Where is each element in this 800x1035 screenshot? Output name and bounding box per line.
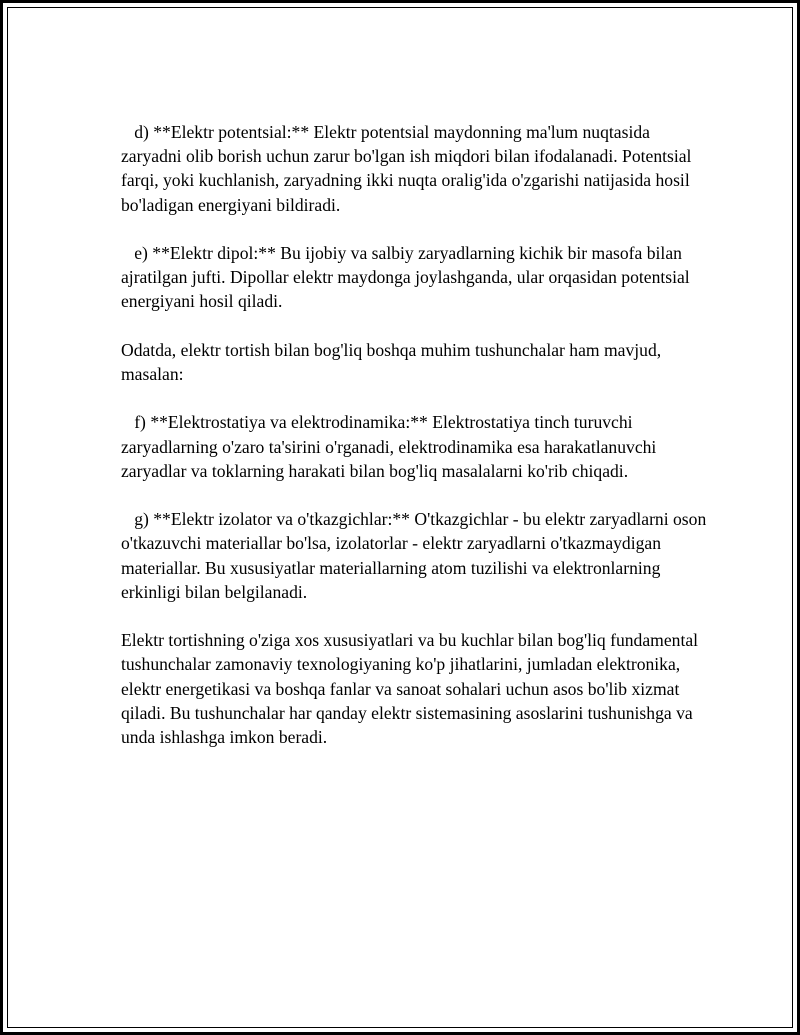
paragraph-conclusion: Elektr tortishning o'ziga xos xususiyatlari va bu kuchlar bilan bog'liq fundamental tushunchalar zamonaviy texnologiyaning ko'p jihatlarini, jumladan elektronika, elektr energetikasi va boshqa fanlar va sanoat sohalari uchun asos bo'lib xizmat qiladi. Bu tushunchalar har qanday elektr sistemasining asoslarini tushunishga va unda ishlashga imkon beradi. [121, 630, 703, 747]
paragraph-other-concepts-intro: Odatda, elektr tortish bilan bog'liq boshqa muhim tushunchalar ham mavjud, masalan: [121, 339, 666, 384]
document-body [121, 120, 711, 773]
paragraph-electrostatics-electrodynamics: f) **Elektrostatiya va elektrodinamika:** Elektrostatiya tinch turuvchi zaryadlarning o'zaro ta'sirini o'rganadi, elektrodinamika esa harakatlanuvchi zaryadlar va toklarning harakati bilan bog'liq masalalarni ko'rib chiqadi. [121, 412, 661, 481]
paragraph-insulators-conductors: g) **Elektr izolator va o'tkazgichlar:** O'tkazgichlar - bu elektr zaryadlarni oson o'tkazuvchi materiallar bo'lsa, izolatorlar - elektr zaryadlarni o'tkazmaydigan materiallar. Bu xususiyatlar materiallarning atom tuzilishi va elektronlarning erkinligi bilan belgilanadi. [121, 509, 711, 602]
paragraph-electric-potential: d) **Elektr potentsial:** Elektr potentsial maydonning ma'lum nuqtasida zaryadni olib borish uchun zarur bo'lgan ish miqdori bilan ifodalanadi. Potentsial farqi, yoki kuchlanish, zaryadning ikki nuqta oralig'ida o'zgarishi natijasida hosil bo'ladigan energiyani bildiradi. [121, 122, 696, 215]
paragraph-electric-dipole: e) **Elektr dipol:** Bu ijobiy va salbiy zaryadlarning kichik bir masofa bilan ajratilgan jufti. Dipollar elektr maydonga joylashganda, ular orqasidan potentsial energiyani hosil qiladi. [121, 243, 695, 312]
